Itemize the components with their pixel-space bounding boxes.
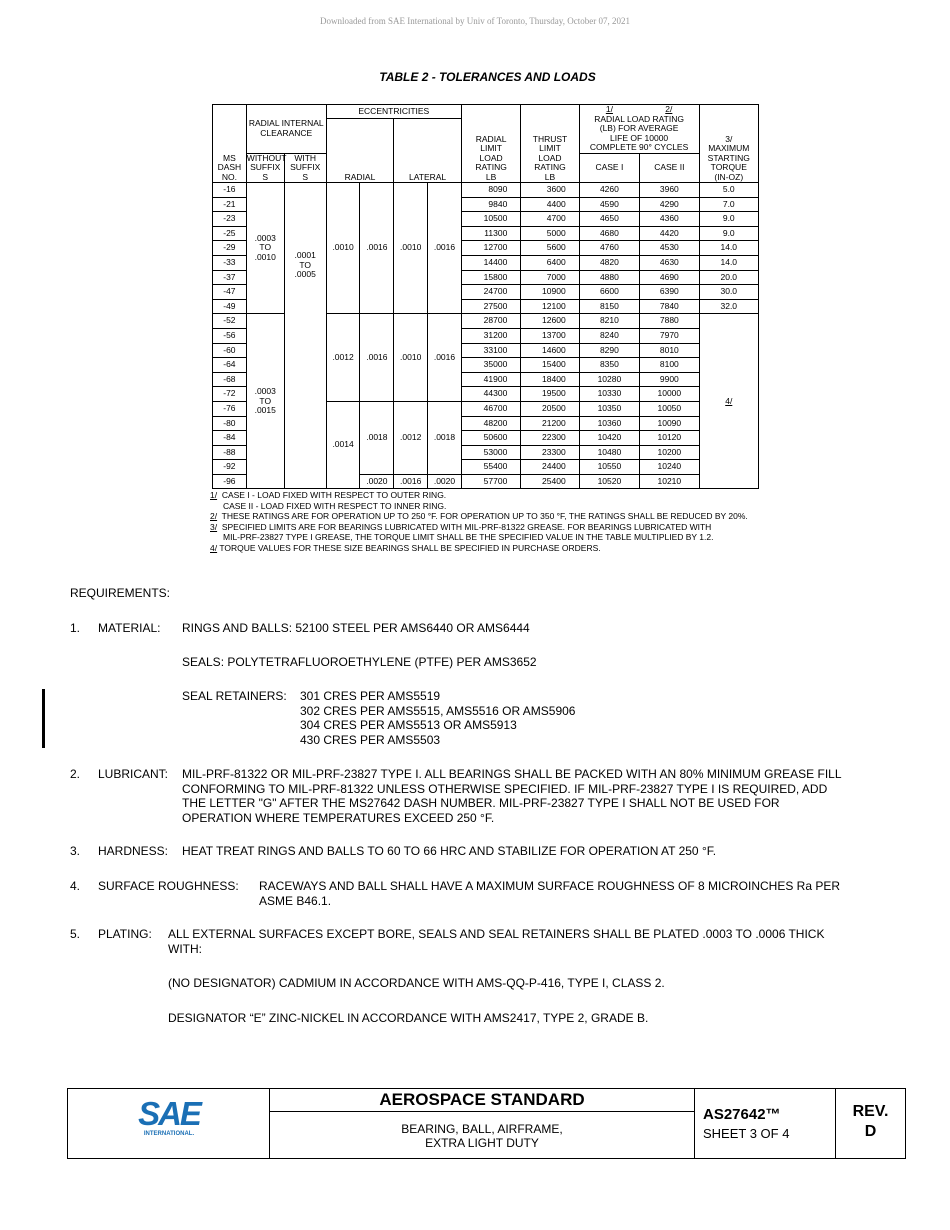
- document-cell: [695, 1089, 836, 1158]
- cell-radial-limit: 55400: [461, 460, 520, 475]
- cell-case-i: 6600: [579, 285, 639, 300]
- cell-thrust-limit: 12100: [521, 299, 579, 314]
- cell-case-ii: 4290: [640, 197, 699, 212]
- cell-dash-no: -96: [213, 474, 247, 489]
- cell-clearance-without: .0003 TO .0010: [246, 183, 284, 314]
- header-eccentricities: ECCENTRICITIES: [326, 105, 461, 119]
- cell-radial-limit: 44300: [461, 387, 520, 402]
- req-4-num: 4.: [70, 879, 81, 893]
- cell-radial-limit: 9840: [461, 197, 520, 212]
- cell-case-ii: 7970: [640, 328, 699, 343]
- req-1-retainer-2: 302 CRES PER AMS5515, AMS5516 OR AMS5906: [300, 703, 576, 718]
- cell-case-i: 4680: [579, 226, 639, 241]
- description-cell: [270, 1089, 695, 1158]
- req-5-zinc: DESIGNATOR “E” ZINC-NICKEL IN ACCORDANCE WITH AMS2417, TYPE 2, GRADE B.: [168, 1011, 649, 1025]
- cell-thrust-limit: 20500: [521, 401, 579, 416]
- cell-case-i: 8150: [579, 299, 639, 314]
- cell-radial-limit: 12700: [461, 241, 520, 256]
- tolerances-table: [212, 104, 759, 489]
- header-case-ii: CASE II: [640, 153, 699, 183]
- cell-thrust-limit: 5000: [521, 226, 579, 241]
- cell-eccentricity: .0012: [326, 314, 360, 402]
- cell-case-i: 4650: [579, 212, 639, 227]
- sae-logo: [136, 1097, 202, 1137]
- cell-dash-no: -25: [213, 226, 247, 241]
- cell-thrust-limit: 10900: [521, 285, 579, 300]
- cell-dash-no: -84: [213, 431, 247, 446]
- cell-case-i: 10350: [579, 401, 639, 416]
- cell-eccentricity: .0020: [428, 474, 462, 489]
- cell-clearance-with: .0001 TO .0005: [284, 183, 326, 489]
- cell-radial-limit: 11300: [461, 226, 520, 241]
- cell-case-ii: 10200: [640, 445, 699, 460]
- cell-case-i: 8210: [579, 314, 639, 329]
- cell-case-ii: 7840: [640, 299, 699, 314]
- cell-dash-no: -47: [213, 285, 247, 300]
- req-2-num: 2.: [70, 767, 81, 781]
- cell-case-ii: 10050: [640, 401, 699, 416]
- req-5-label: PLATING:: [98, 927, 152, 941]
- cell-dash-no: -80: [213, 416, 247, 431]
- cell-dash-no: -33: [213, 255, 247, 270]
- footnote-2: [210, 511, 850, 522]
- cell-thrust-limit: 21200: [521, 416, 579, 431]
- req-2-line-4: OPERATION WHERE TEMPERATURES EXCEED 250 °F.: [182, 810, 495, 825]
- cell-case-ii: 9900: [640, 372, 699, 387]
- cell-dash-no: -64: [213, 358, 247, 373]
- cell-case-ii: 10090: [640, 416, 699, 431]
- req-1-retainer-4: 430 CRES PER AMS5503: [300, 732, 441, 747]
- cell-case-ii: 10000: [640, 387, 699, 402]
- header-case-i: CASE I: [579, 153, 639, 183]
- cell-case-ii: 4420: [640, 226, 699, 241]
- title-block: [67, 1088, 906, 1159]
- footnote-3-ref: 3/: [210, 521, 218, 532]
- cell-torque: 5.0: [699, 183, 758, 198]
- cell-dash-no: -52: [213, 314, 247, 329]
- header-thrust-limit-load: THRUST LIMIT LOAD RATING LB: [521, 105, 579, 183]
- cell-torque: 9.0: [699, 226, 758, 241]
- cell-case-i: 4590: [579, 197, 639, 212]
- cell-torque: 14.0: [699, 241, 758, 256]
- download-note: Downloaded from SAE International by Univ of Toronto, Thursday, October 07, 2021: [320, 16, 630, 26]
- footnote-1a: CASE I - LOAD FIXED WITH RESPECT TO OUTER RING.: [221, 490, 447, 500]
- footnote-3b: MIL-PRF-23827 TYPE I GREASE, THE TORQUE LIMIT SHALL BE THE SPECIFIED VALUE IN THE TABLE MULTIPLIED BY 1.2.: [223, 532, 714, 542]
- req-1-rings: RINGS AND BALLS: 52100 STEEL PER AMS6440 OR AMS6444: [182, 621, 530, 635]
- cell-radial-limit: 35000: [461, 358, 520, 373]
- requirements-heading: REQUIREMENTS:: [70, 586, 171, 600]
- cell-thrust-limit: 3600: [521, 183, 579, 198]
- footnote-2-text: THESE RATINGS ARE FOR OPERATION UP TO 250 °F. FOR OPERATION UP TO 350 °F, THE RATINGS SHALL BE REDUCED BY 20%.: [221, 511, 748, 521]
- cell-case-i: 4880: [579, 270, 639, 285]
- cell-thrust-limit: 12600: [521, 314, 579, 329]
- cell-dash-no: -16: [213, 183, 247, 198]
- cell-dash-no: -92: [213, 460, 247, 475]
- standard-title: AEROSPACE STANDARD: [270, 1089, 694, 1112]
- cell-eccentricity: .0010: [394, 314, 428, 402]
- req-1-label: MATERIAL:: [98, 621, 161, 635]
- cell-radial-limit: 57700: [461, 474, 520, 489]
- cell-case-ii: 4360: [640, 212, 699, 227]
- req-4-label: SURFACE ROUGHNESS:: [98, 879, 239, 893]
- cell-case-i: 10550: [579, 460, 639, 475]
- cell-eccentricity: .0014: [326, 401, 360, 489]
- header-radial-internal-clearance: RADIAL INTERNAL CLEARANCE: [246, 105, 326, 154]
- cell-case-i: 10360: [579, 416, 639, 431]
- req-1-retainer-1: 301 CRES PER AMS5519: [300, 689, 441, 703]
- cell-dash-no: -68: [213, 372, 247, 387]
- req-1-num: 1.: [70, 621, 81, 635]
- cell-thrust-limit: 23300: [521, 445, 579, 460]
- req-4-line-2: ASME B46.1.: [259, 893, 332, 908]
- cell-radial-limit: 10500: [461, 212, 520, 227]
- cell-case-i: 8290: [579, 343, 639, 358]
- cell-case-i: 4760: [579, 241, 639, 256]
- req-2-line-1: MIL-PRF-81322 OR MIL-PRF-23827 TYPE I. ALL BEARINGS SHALL BE PACKED WITH AN 80% MINIMUM GREASE FILL: [182, 767, 842, 781]
- cell-case-ii: 4630: [640, 255, 699, 270]
- cell-torque: 7.0: [699, 197, 758, 212]
- cell-eccentricity: .0016: [428, 314, 462, 402]
- cell-case-i: 8350: [579, 358, 639, 373]
- cell-eccentricity: .0018: [428, 401, 462, 474]
- cell-eccentricity: .0020: [360, 474, 394, 489]
- header-max-starting-torque: 3/ MAXIMUM STARTING TORQUE (IN-OZ): [699, 105, 758, 183]
- req-3-num: 3.: [70, 844, 81, 858]
- header-with-suffix: WITH SUFFIX S: [284, 153, 326, 183]
- req-2-label: LUBRICANT:: [98, 767, 169, 781]
- cell-eccentricity: .0016: [360, 314, 394, 402]
- cell-case-i: 4260: [579, 183, 639, 198]
- req-4-line-1: RACEWAYS AND BALL SHALL HAVE A MAXIMUM SURFACE ROUGHNESS OF 8 MICROINCHES Ra PER: [259, 879, 841, 893]
- cell-case-ii: 8010: [640, 343, 699, 358]
- req-3-label: HARDNESS:: [98, 844, 169, 858]
- cell-case-ii: 4530: [640, 241, 699, 256]
- cell-case-ii: 10240: [640, 460, 699, 475]
- sheet-number: SHEET 3 OF 4: [703, 1126, 790, 1141]
- footnote-3a: SPECIFIED LIMITS ARE FOR BEARINGS LUBRICATED WITH MIL-PRF-81322 GREASE. FOR BEARINGS LUBRICATED WITH: [221, 521, 712, 532]
- req-5-line-1: ALL EXTERNAL SURFACES EXCEPT BORE, SEALS AND SEAL RETAINERS SHALL BE PLATED .0003 TO .0006 THICK: [168, 927, 825, 941]
- cell-thrust-limit: 13700: [521, 328, 579, 343]
- cell-clearance-without: .0003 TO .0015: [246, 314, 284, 489]
- cell-thrust-limit: 18400: [521, 372, 579, 387]
- cell-radial-limit: 8090: [461, 183, 520, 198]
- cell-eccentricity: .0018: [360, 401, 394, 474]
- cell-torque: 32.0: [699, 299, 758, 314]
- cell-case-ii: 3960: [640, 183, 699, 198]
- cell-dash-no: -37: [213, 270, 247, 285]
- document-number: AS27642™: [703, 1106, 781, 1123]
- cell-radial-limit: 27500: [461, 299, 520, 314]
- cell-dash-no: -56: [213, 328, 247, 343]
- cell-radial-limit: 48200: [461, 416, 520, 431]
- cell-thrust-limit: 4400: [521, 197, 579, 212]
- cell-case-i: 8240: [579, 328, 639, 343]
- req-1-retainers-label: SEAL RETAINERS:: [182, 689, 287, 703]
- note-1-ref: 1/: [605, 104, 613, 114]
- cell-radial-limit: 41900: [461, 372, 520, 387]
- revision-cell: [836, 1089, 905, 1158]
- req-5-num: 5.: [70, 927, 81, 941]
- cell-case-i: 4820: [579, 255, 639, 270]
- cell-case-ii: 10120: [640, 431, 699, 446]
- cell-thrust-limit: 15400: [521, 358, 579, 373]
- cell-torque-note-ref: 4/: [699, 314, 758, 489]
- cell-thrust-limit: 22300: [521, 431, 579, 446]
- req-2-line-3: THE LETTER "G" AFTER THE MS27642 DASH NUMBER. MIL-PRF-23827 TYPE I SHALL NOT BE USED FOR: [182, 796, 780, 810]
- cell-torque: 9.0: [699, 212, 758, 227]
- footnote-1b: CASE II - LOAD FIXED WITH RESPECT TO INNER RING.: [223, 500, 447, 511]
- cell-torque: 30.0: [699, 285, 758, 300]
- header-ms-dash-no: MS DASH NO.: [213, 105, 247, 183]
- header-radial-load-rating: [579, 105, 699, 154]
- cell-dash-no: -60: [213, 343, 247, 358]
- cell-case-i: 10420: [579, 431, 639, 446]
- cell-thrust-limit: 14600: [521, 343, 579, 358]
- rev-value: D: [864, 1123, 877, 1140]
- cell-dash-no: -23: [213, 212, 247, 227]
- footnote-2-ref: 2/: [210, 511, 218, 521]
- cell-radial-limit: 15800: [461, 270, 520, 285]
- cell-case-i: 10480: [579, 445, 639, 460]
- cell-eccentricity: .0012: [394, 401, 428, 474]
- header-without-suffix: WITHOUT SUFFIX S: [246, 152, 287, 182]
- cell-dash-no: -21: [213, 197, 247, 212]
- header-ecc-radial: RADIAL: [326, 119, 394, 183]
- sae-logo-text: SAE: [138, 1095, 200, 1132]
- cell-case-i: 10280: [579, 372, 639, 387]
- cell-eccentricity: .0010: [326, 183, 360, 314]
- cell-thrust-limit: 4700: [521, 212, 579, 227]
- req-3-text: HEAT TREAT RINGS AND BALLS TO 60 TO 66 HRC AND STABILIZE FOR OPERATION AT 250 °F.: [182, 844, 717, 858]
- cell-eccentricity: .0016: [394, 474, 428, 489]
- cell-case-ii: 7880: [640, 314, 699, 329]
- radial-load-rating-label: RADIAL LOAD RATING (LB) FOR AVERAGE LIFE OF 10000 COMPLETE 90° CYCLES: [589, 113, 689, 152]
- table-row: [213, 183, 759, 198]
- cell-radial-limit: 46700: [461, 401, 520, 416]
- header-ecc-lateral: LATERAL: [394, 119, 462, 183]
- cell-radial-limit: 53000: [461, 445, 520, 460]
- footnotes: [210, 490, 850, 553]
- footnote-3: [210, 522, 850, 533]
- cell-radial-limit: 50600: [461, 431, 520, 446]
- cell-dash-no: -72: [213, 387, 247, 402]
- cell-radial-limit: 14400: [461, 255, 520, 270]
- cell-thrust-limit: 7000: [521, 270, 579, 285]
- cell-eccentricity: .0016: [428, 183, 462, 314]
- revision-change-bar: [42, 689, 45, 748]
- footnote-4-ref: 4/: [210, 542, 218, 553]
- req-2-line-2: CONFORMING TO MIL-PRF-81322 UNLESS OTHERWISE SPECIFIED. IF MIL-PRF-23827 TYPE I IS REQUIRED, ADD: [182, 781, 828, 796]
- cell-eccentricity: .0016: [360, 183, 394, 314]
- cell-radial-limit: 28700: [461, 314, 520, 329]
- cell-case-ii: 4690: [640, 270, 699, 285]
- footnote-1-ref: 1/: [210, 490, 218, 500]
- cell-dash-no: -49: [213, 299, 247, 314]
- cell-dash-no: -88: [213, 445, 247, 460]
- cell-case-ii: 6390: [640, 285, 699, 300]
- req-1-seals: SEALS: POLYTETRAFLUOROETHYLENE (PTFE) PER AMS3652: [182, 655, 537, 669]
- cell-dash-no: -29: [213, 241, 247, 256]
- cell-torque: 14.0: [699, 255, 758, 270]
- req-5-cadmium: (NO DESIGNATOR) CADMIUM IN ACCORDANCE WITH AMS-QQ-P-416, TYPE I, CLASS 2.: [168, 976, 665, 990]
- req-5-line-2: WITH:: [168, 941, 202, 956]
- footnote-4: [210, 543, 850, 554]
- logo-cell: [68, 1089, 270, 1158]
- cell-thrust-limit: 24400: [521, 460, 579, 475]
- rev-label: REV.: [852, 1103, 889, 1120]
- sae-logo-sub: INTERNATIONAL.: [143, 1131, 195, 1137]
- cell-thrust-limit: 5600: [521, 241, 579, 256]
- cell-case-i: 10520: [579, 474, 639, 489]
- header-radial-limit-load: RADIAL LIMIT LOAD RATING LB: [461, 105, 520, 183]
- cell-torque: 20.0: [699, 270, 758, 285]
- cell-radial-limit: 33100: [461, 343, 520, 358]
- cell-case-ii: 8100: [640, 358, 699, 373]
- req-1-retainer-3: 304 CRES PER AMS5513 OR AMS5913: [300, 718, 517, 732]
- cell-eccentricity: .0010: [394, 183, 428, 314]
- cell-thrust-limit: 6400: [521, 255, 579, 270]
- cell-case-ii: 10210: [640, 474, 699, 489]
- cell-thrust-limit: 25400: [521, 474, 579, 489]
- table-title: TABLE 2 - TOLERANCES AND LOADS: [379, 70, 596, 84]
- cell-radial-limit: 31200: [461, 328, 520, 343]
- cell-dash-no: -76: [213, 401, 247, 416]
- cell-radial-limit: 24700: [461, 285, 520, 300]
- description-line-1: BEARING, BALL, AIRFRAME,: [401, 1122, 563, 1136]
- footnote-1: [210, 490, 850, 501]
- cell-thrust-limit: 19500: [521, 387, 579, 402]
- description-line-2: EXTRA LIGHT DUTY: [425, 1136, 539, 1150]
- footnote-4-text: TORQUE VALUES FOR THESE SIZE BEARINGS SHALL BE SPECIFIED IN PURCHASE ORDERS.: [219, 542, 601, 553]
- cell-case-i: 10330: [579, 387, 639, 402]
- note-2-ref: 2/: [665, 104, 673, 114]
